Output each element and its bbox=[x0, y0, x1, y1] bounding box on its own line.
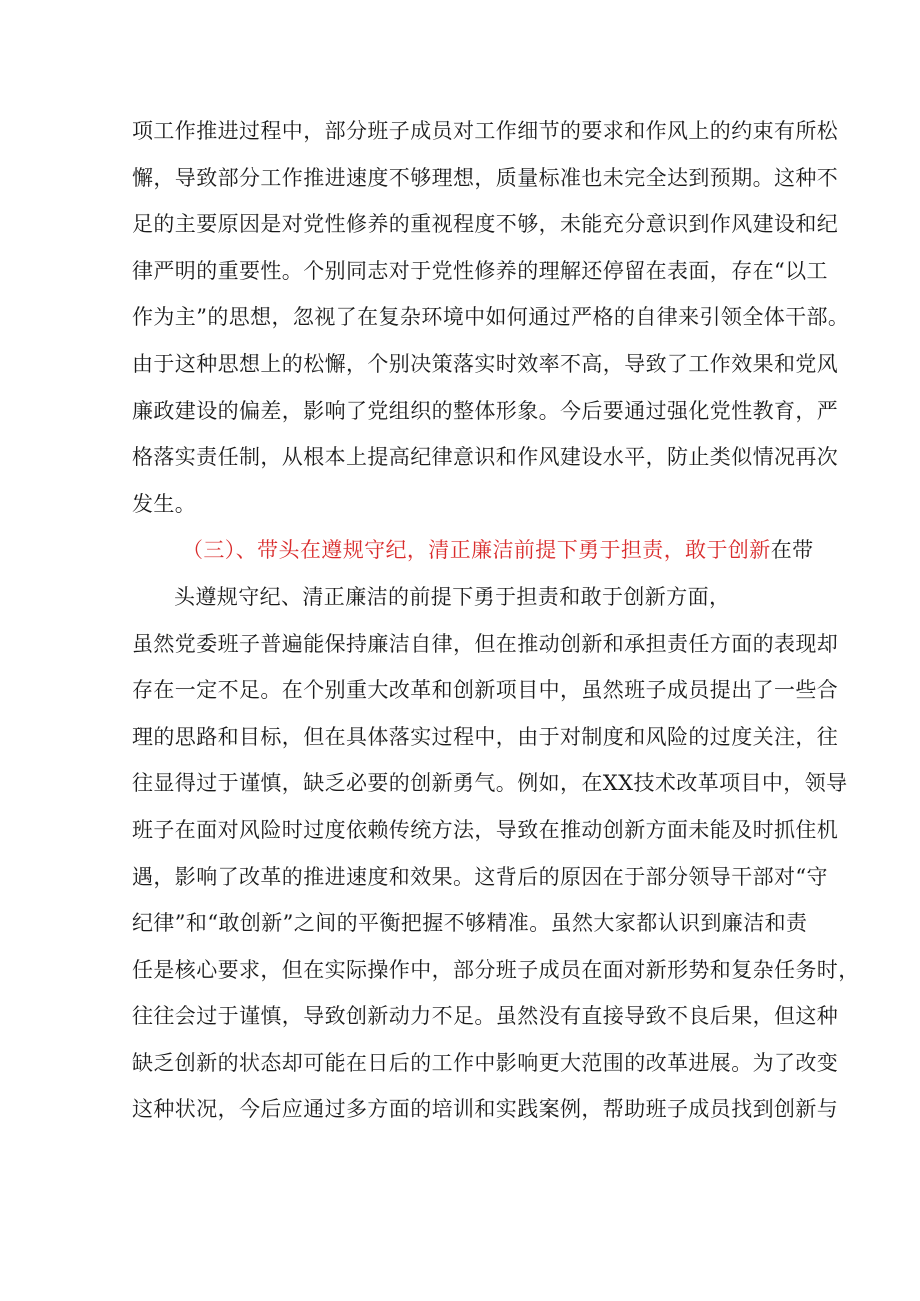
paragraph-line: 这种状况，今后应通过多方面的培训和实践案例，帮助班子成员找到创新与 bbox=[132, 1097, 839, 1122]
paragraph-line: 懈，导致部分工作推进速度不够理想，质量标准也未完全达到预期。这种不 bbox=[132, 165, 839, 190]
paragraph-line: 由于这种思想上的松懈，个别决策落实时效率不高，导致了工作效果和党风 bbox=[132, 351, 839, 376]
paragraph-line: 往往会过于谨慎，导致创新动力不足。虽然没有直接导致不良后果，但这种 bbox=[132, 1004, 839, 1029]
paragraph-line: 存在一定不足。在个别重大改革和创新项目中，虽然班子成员提出了一些合 bbox=[132, 678, 839, 703]
paragraph-line: 纪律”和“敢创新”之间的平衡把握不够精准。虽然大家都认识到廉洁和责 bbox=[132, 911, 808, 936]
paragraph-line: 作为主”的思想，忽视了在复杂环境中如何通过严格的自律来引领全体干部。 bbox=[132, 305, 850, 330]
section-heading-title: （三）、带头在遵规守纪，清正廉洁前提下勇于担责，敢于创新 bbox=[182, 538, 771, 563]
paragraph-line: 律严明的重要性。个别同志对于党性修养的理解还停留在表面，存在“以工 bbox=[132, 258, 828, 283]
paragraph-line: 理的思路和目标，但在具体落实过程中，由于对制度和风险的过度关注，往 bbox=[132, 724, 839, 749]
paragraph-line: 班子在面对风险时过度依赖传统方法，导致在推动创新方面未能及时抓住机 bbox=[132, 817, 839, 842]
paragraph-line: 头遵规守纪、清正廉洁的前提下勇于担责和敢于创新方面， bbox=[174, 584, 731, 609]
document-body bbox=[132, 108, 860, 1133]
paragraph-line: 缺乏创新的状态却可能在日后的工作中影响更大范围的改革进展。为了改变 bbox=[132, 1050, 839, 1075]
paragraph-line: 格落实责任制，从根本上提高纪律意识和作风建设水平，防止类似情况再次 bbox=[132, 445, 839, 470]
paragraph-line: 虽然党委班子普遍能保持廉洁自律，但在推动创新和承担责任方面的表现却 bbox=[132, 631, 839, 656]
paragraph-line: 项工作推进过程中，部分班子成员对工作细节的要求和作风上的约束有所松 bbox=[132, 119, 839, 143]
paragraph-line: 发生。 bbox=[132, 491, 197, 516]
paragraph-line: 遇，影响了改革的推进速度和效果。这背后的原因在于部分领导干部对“守 bbox=[132, 864, 828, 889]
paragraph-line: 任是核心要求，但在实际操作中，部分班子成员在面对新形势和复杂任务时， bbox=[132, 957, 860, 982]
paragraph-line: 廉政建设的偏差，影响了党组织的整体形象。今后要通过强化党性教育，严 bbox=[132, 398, 839, 423]
paragraph-line: 足的主要原因是对党性修养的重视程度不够，未能充分意识到作风建设和纪 bbox=[132, 212, 839, 237]
section-heading-continuation: 在带 bbox=[770, 538, 814, 563]
paragraph-line: 往显得过于谨慎，缺乏必要的创新勇气。例如，在XX技术改革项目中，领导 bbox=[132, 771, 848, 796]
section-heading bbox=[132, 527, 814, 574]
